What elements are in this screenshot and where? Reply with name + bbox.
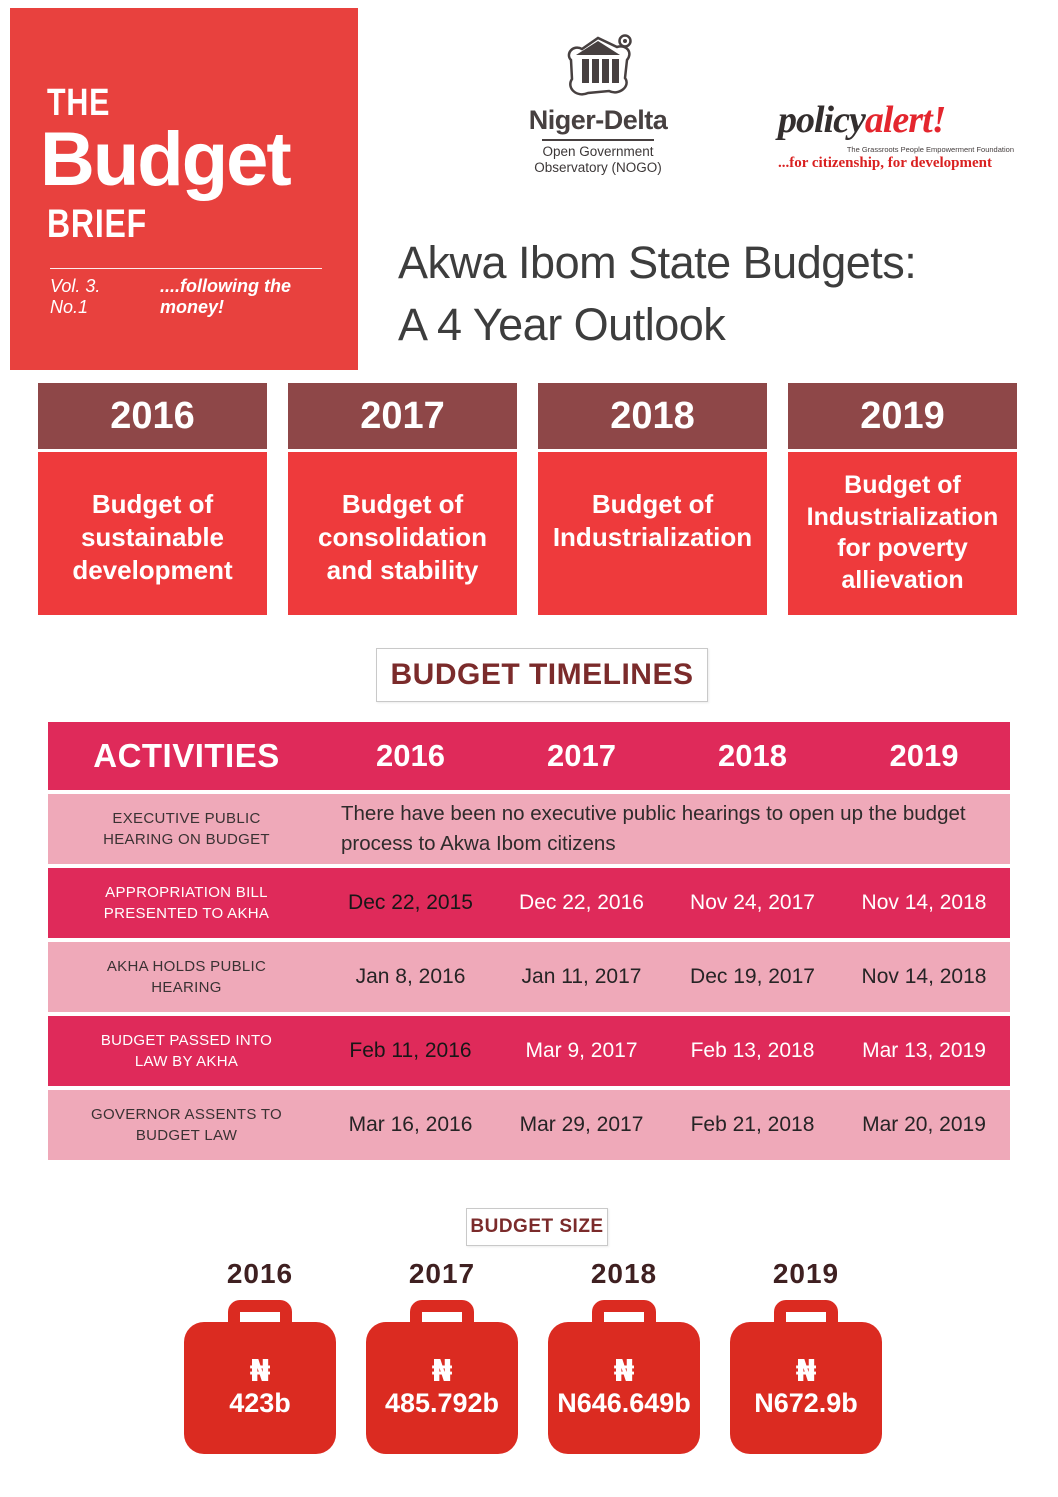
masthead-brief: BRIEF <box>47 202 147 246</box>
year-card-header: 2017 <box>288 383 517 449</box>
year-card-label: Budget of sustainable development <box>38 452 267 615</box>
table-row-governor-assents <box>48 1090 1010 1160</box>
date-cell: Mar 20, 2019 <box>862 1113 986 1136</box>
date-cell: Mar 13, 2019 <box>862 1039 986 1062</box>
nogo-subtitle-line1: Open Government <box>542 144 654 159</box>
date-cell: Nov 24, 2017 <box>690 891 815 914</box>
policy-alert-logo <box>778 98 1014 172</box>
date-cell: Dec 19, 2017 <box>690 965 815 988</box>
column-header-2018: 2018 <box>718 738 787 773</box>
policy-alert-word1: policy <box>778 99 865 141</box>
date-cell: Feb 21, 2018 <box>690 1113 815 1136</box>
policy-alert-foundation: The Grassroots People Empowerment Foundation <box>846 145 1014 154</box>
date-cell: Feb 13, 2018 <box>690 1039 815 1062</box>
size-year-label: 2017 <box>408 1258 476 1289</box>
activity-label: BUDGET PASSED INTO LAW BY AKHA <box>100 1032 273 1070</box>
date-cell: Mar 9, 2017 <box>525 1039 638 1062</box>
column-header-2017: 2017 <box>547 738 616 773</box>
naira-symbol: ₦ <box>613 1354 635 1390</box>
activity-label: EXECUTIVE PUBLIC HEARING ON BUDGET <box>103 810 270 848</box>
budget-size-2016 <box>180 1258 340 1454</box>
policy-alert-tagline: ...for citizenship, for development <box>778 155 993 171</box>
date-cell: Feb 11, 2016 <box>349 1039 472 1062</box>
date-cell: Nov 14, 2018 <box>861 891 987 914</box>
table-row-executive-hearing <box>48 794 1010 864</box>
table-row-akha-public-hearing <box>48 942 1010 1012</box>
date-cell: Jan 11, 2017 <box>521 965 642 988</box>
masthead-title: Budget <box>40 117 290 202</box>
column-header-2019: 2019 <box>889 738 959 773</box>
date-cell: Mar 16, 2016 <box>348 1113 473 1136</box>
budget-timelines-heading: BUDGET TIMELINES <box>376 648 708 702</box>
year-card-label: Budget of Industrialization for poverty allievation <box>788 452 1017 615</box>
column-header-activities: ACTIVITIES <box>93 737 280 774</box>
naira-symbol: ₦ <box>431 1354 453 1390</box>
naira-symbol: ₦ <box>795 1354 817 1390</box>
policy-alert-word2: alert! <box>864 99 946 141</box>
page-title <box>398 232 1018 356</box>
nogo-name: Niger-Delta <box>528 105 668 135</box>
year-card-2018 <box>538 383 767 615</box>
size-year-label: 2016 <box>226 1258 294 1289</box>
column-header-2016: 2016 <box>376 738 445 773</box>
budget-amount: N672.9b <box>754 1388 858 1419</box>
no-hearings-note: There have been no executive public hearings to open up the budget process to Akwa Ibom citizens <box>341 802 966 855</box>
masthead <box>10 8 358 370</box>
date-cell: Jan 8, 2016 <box>355 965 466 988</box>
budget-size-2018 <box>544 1258 704 1454</box>
year-card-label: Budget of consolidation and stability <box>288 452 517 615</box>
masthead-the: THE <box>47 82 111 124</box>
activity-label: GOVERNOR ASSENTS TO BUDGET LAW <box>90 1106 283 1144</box>
activity-label: APPROPRIATION BILL PRESENTED TO AKHA <box>103 884 270 922</box>
briefcase-icon <box>544 1300 704 1454</box>
activity-label: AKHA HOLDS PUBLIC HEARING <box>106 958 267 996</box>
year-card-2016 <box>38 383 267 615</box>
budget-amount: N646.649b <box>557 1388 691 1419</box>
page-title-line2: A 4 Year Outlook <box>398 299 726 351</box>
budget-size-heading: BUDGET SIZE <box>466 1208 608 1246</box>
budget-size-2017 <box>362 1258 522 1454</box>
table-row-budget-passed <box>48 1016 1010 1086</box>
budget-size-2019 <box>726 1258 886 1454</box>
page-title-line1: Akwa Ibom State Budgets: <box>398 237 917 288</box>
naira-symbol: ₦ <box>249 1354 271 1390</box>
masthead-tagline: ....following the money! <box>160 276 292 317</box>
date-cell: Nov 14, 2018 <box>861 965 987 988</box>
briefcase-icon <box>726 1300 886 1454</box>
year-card-header: 2019 <box>788 383 1017 449</box>
briefcase-icon <box>362 1300 522 1454</box>
year-card-2017 <box>288 383 517 615</box>
size-year-label: 2019 <box>772 1258 840 1289</box>
briefcase-icon <box>180 1300 340 1454</box>
year-card-label: Budget of Industrialization <box>538 452 767 615</box>
year-card-2019 <box>788 383 1017 615</box>
budget-timelines-table <box>48 722 1010 1160</box>
masthead-divider <box>50 268 322 269</box>
table-row-appropriation-bill <box>48 868 1010 938</box>
date-cell: Dec 22, 2015 <box>348 891 473 914</box>
table-header-row <box>48 722 1010 790</box>
date-cell: Mar 29, 2017 <box>519 1113 644 1136</box>
nogo-building-icon <box>557 34 639 103</box>
nogo-subtitle-line2: Observatory (NOGO) <box>534 159 662 175</box>
nogo-logo <box>498 34 698 176</box>
year-cards <box>38 383 1020 615</box>
budget-amount: 423b <box>229 1388 291 1419</box>
nogo-divider <box>542 139 654 141</box>
budget-amount: 485.792b <box>384 1388 500 1419</box>
year-card-header: 2018 <box>538 383 767 449</box>
date-cell: Dec 22, 2016 <box>519 891 644 914</box>
budget-size-row <box>180 1258 886 1454</box>
year-card-header: 2016 <box>38 383 267 449</box>
masthead-volume: Vol. 3. No.1 <box>50 276 101 317</box>
size-year-label: 2018 <box>590 1258 658 1289</box>
